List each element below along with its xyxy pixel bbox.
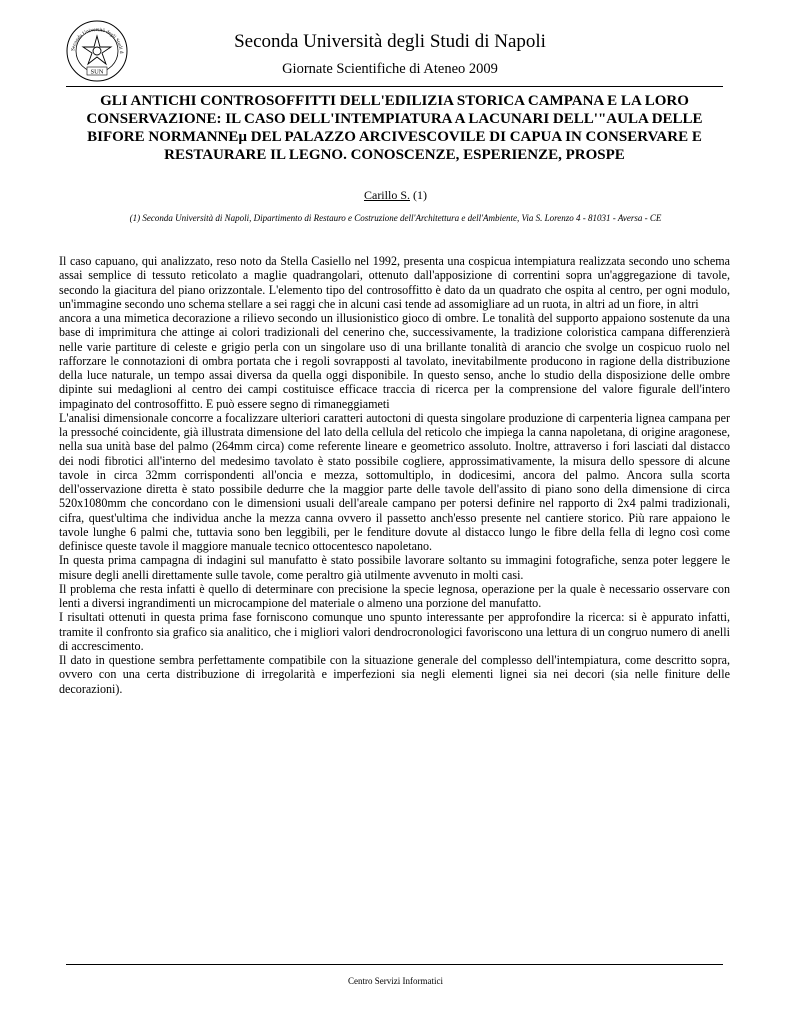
seal-ring-text: Seconda Università degli Studi d <box>70 26 125 54</box>
author-name: Carillo S. <box>363 188 410 202</box>
author-line <box>0 188 791 203</box>
author-affiliation-ref: (1) <box>413 188 427 202</box>
seal-svg <box>66 20 128 82</box>
abstract-paragraph-7: Il dato in questione sembra perfettamente compatibile con la situazione generale del complesso dell'intempiatura, come descritto sopra, ovvero con una certa distribuzione di irregolarità e imperfezioni sia negli elementi lignei sia nei decori (sia nelle finiture delle decorazioni). <box>59 653 730 696</box>
header-divider <box>66 86 723 87</box>
seal-sun-text: SUN <box>90 68 104 76</box>
abstract-paragraph-6: I risultati ottenuti in questa prima fase forniscono comunque uno spunto interessante per approfondire la ricerca: si è appurato infatti, tramite il confronto sia grafico sia analitico, che i migliori valori dendrocronologici favoriscono una lettura di un congruo numero di anelli di accrescimento. <box>59 610 730 653</box>
paper-title: GLI ANTICHI CONTROSOFFITTI DELL'EDILIZIA STORICA CAMPANA E LA LORO CONSERVAZIONE: IL CASO DELL'INTEMPIATURA A LACUNARI DELL'"AULA DELLE BIFORE NORMANNEµ DEL PALAZZO ARCIVESCOVILE DI CAPUA IN CONSERVARE E RESTAURARE IL LEGNO. CONOSCENZE, ESPERIENZE, PROSPE <box>86 93 703 163</box>
abstract-paragraph-4: In questa prima campagna di indagini sul manufatto è stato possibile lavorare soltanto su immagini fotografiche, senza poter leggere le misure degli anelli direttamente sulle tavole, come peraltro già utilmente avvenuto in molti casi. <box>59 553 730 582</box>
svg-text:Seconda Università degli Studi <box>66 20 124 54</box>
footer-divider <box>66 964 723 965</box>
abstract-paragraph-2: ancora a una mimetica decorazione a rilievo secondo un illusionistico gioco di ombre. Le tonalità del supporto appaiono sostenute da una base di imprimitura che attinge ai colori tradizionali del cenerino che, successivamente, la tradizione coloristica campana differenzierà nelle varie partiture di celeste e grigio perla con un singolare uso di una brillante tonalità di arancio che svolge un cospicuo ruolo nel rafforzare le connotazioni di ombra portata che i regoli sovrapposti al tavolato, inevitabilmente producono in ragione della distribuzione della luce naturale, un tempo assai diversa da quella oggi disponibile. In questo senso, anche lo studio della disposizione delle ombre dipinte sui medaglioni al centro dei campi costituisce efficace traccia di ricerca per la comprensione del valore figurale dell'intero impaginato del controsoffitto. E può essere segno di rimaneggiameti <box>59 311 730 411</box>
event-subtitle: Giornate Scientifiche di Ateneo 2009 <box>282 61 498 77</box>
abstract-paragraph-3: L'analisi dimensionale concorre a focalizzare ulteriori caratteri autoctoni di questa singolare produzione di carpenteria lignea campana per la pressoché coincidente, già illustrata dimensione del lato della cellula del reticolo che impiega la canna napoletana, di origine aragonese, nella sua unità base del palmo (264mm circa) come referente lineare e geometrico assoluto. Inoltre, attraverso i fori lasciati dal distacco dei nodi fibrotici all'interno del medesimo tavolato è stato possibile cogliere, approssimativamente, la misura dello spessore di alcune tavole in circa 32mm corrispondenti all'oncia e mezza, sottomultiplo, in dodicesimi, ancora del palmo. Ancora sulla scorta dell'osservazione diretta è stato possibile dedurre che la maggior parte delle tavole dell'assito di piano sono della dimensione di circa 520x1080mm che concordano con le dimensioni usuali dell'areale campano per potersi definire nel rapporto di 2x4 palmi tradizionali, cifra, quest'ultima che individua anche la mezza canna ovvero il passetto anch'esso presente nel cantiere storico. Più rare appaiono le tavole lunghe 6 palmi che, tuttavia sono ben leggibili, per le fenditure dovute al distacco lungo le fibre della fella di legno così come definisce queste tavole il maggiore manuale tecnico ottocentesco napoletano. <box>59 410 730 553</box>
abstract-paragraph-1: Il caso capuano, qui analizzato, reso noto da Stella Casiello nel 1992, presenta una cospicua intempiatura realizzata secondo uno schema assai semplice di tessuto reticolato a maglie quadrangolari, ottenuto dall'apposizione di correntini sopra un'aggregazione di tavole, secondo la giacitura del piano orizzontale. L'elemento tipo del controsoffitto è dato da un quadrato che ospita al centro, per ogni modulo, un'immagine secondo uno schema stellare a sei raggi che in alcuni casi tende ad assomigliare ad un ruota, in altri ad un fiore, in altri <box>59 254 730 311</box>
university-seal-logo <box>66 20 128 82</box>
abstract-body <box>59 254 730 696</box>
affiliation-line: (1) Seconda Università di Napoli, Dipartimento di Restauro e Costruzione dell'Architettura e dell'Ambiente, Via S. Lorenzo 4 - 81031 - Aversa - CE <box>129 213 662 223</box>
abstract-paragraph-5: Il problema che resta infatti è quello di determinare con precisione la specie legnosa, operazione per la quale è necessario osservare con lenti a diversi ingrandimenti un microcampione del materiale o almeno una porzione del manufatto. <box>59 581 730 610</box>
footer-text: Centro Servizi Informatici <box>348 976 443 986</box>
university-name: Seconda Università degli Studi di Napoli <box>234 31 546 52</box>
